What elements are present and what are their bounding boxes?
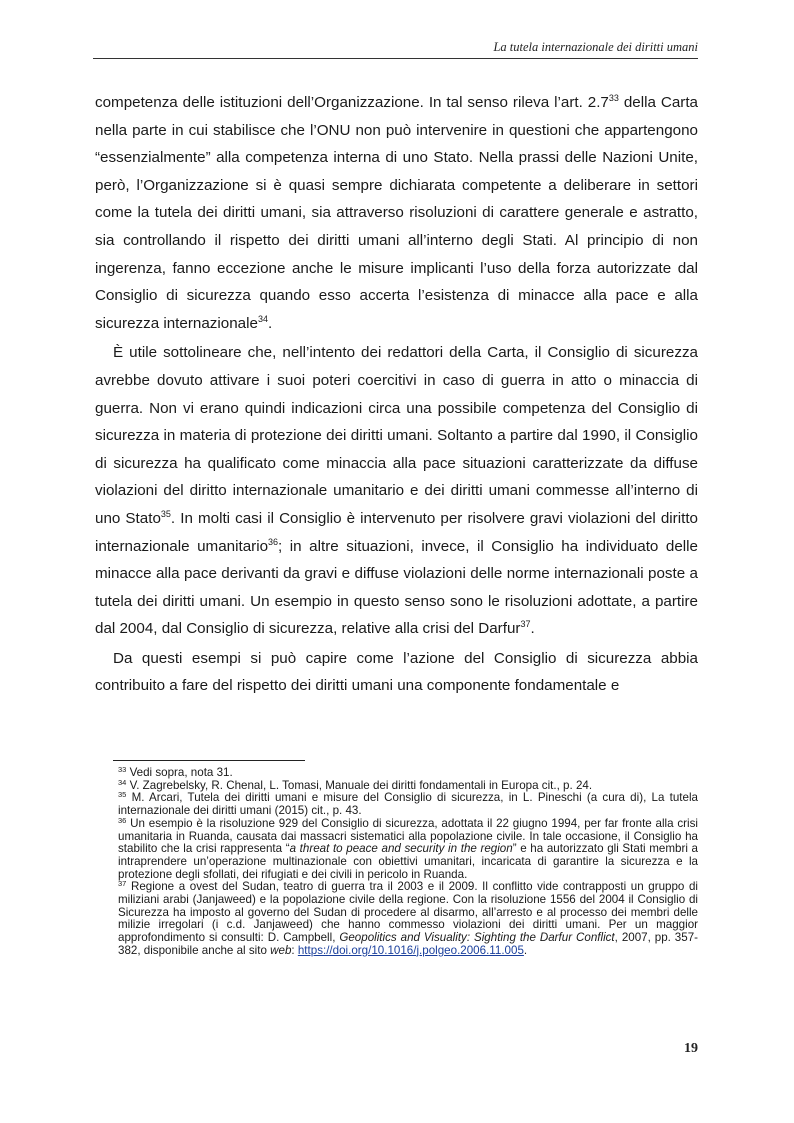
footnotes xyxy=(118,767,698,958)
paragraph-1: competenza delle istituzioni dell’Organizzazione. In tal senso rileva l’art. $2.7^{33}$ della Carta nella parte in cui stabilisce che l’ONU non può intervenire in questioni che appartengono “essenzialmente” alla competenza interna di uno Stato. Nella prassi delle Nazioni Unite, però, l’Organizzazione si è quasi sempre dichiarata competente a deliberare in settori come la tutela dei diritti umani, sia attraverso risoluzioni di carattere generale e astratto, sia controllando il rispetto dei diritti umani all’interno degli Stati. Al principio di non ingerenza, fanno eccezione anche le misure implicanti l’uso della forza autorizzate dal Consiglio di sicurezza quando esso accerta l’esistenza di minacce alla pace e alla sicurezza internazionale$^{34}$. xyxy=(95,93,699,332)
footnote-37: $^{37}$ Regione a ovest del Sudan, teatro di guerra tra il 2003 e il 2009. Il conflitto vide contrapposti un gruppo di miliziani arabi (Janjaweed) e la popolazione civile della regione. Con la risoluzione 1556 del 2004 il Consiglio di Sicurezza ha imposto al governo del Sudan di procedere al disarmo, all’arresto e al processo dei membri delle milizie irregolari (i c.d. Janjaweed) che hanno commesso violazioni dei diritti umani. Per un maggior approfondimento si consulti: D. Campbell, Geopolitics and Visuality: Sighting the Darfur Conflict, 2007, pp. 357-382, disponibile anche al sito web: https://doi.org/10.1016/j.polgeo.2006.11.005. xyxy=(118,879,699,957)
footnote-35: $^{35}$ M. Arcari, Tutela dei diritti umani e misure del Consiglio di sicurezza, in L. Pineschi (a cura di), La tutela internazionale dei diritti umani (2015) cit., p. 43. xyxy=(118,790,698,818)
footnote-33: $^{33}$ Vedi sopra, nota 31. xyxy=(118,765,233,779)
paragraph-2: È utile sottolineare che, nell’intento dei redattori della Carta, il Consiglio di sicurezza avrebbe dovuto attivare i suoi poteri coercitivi in caso di guerra in atto o minaccia di guerra. Non vi erano quindi indicazioni circa una possibile competenza del Consiglio di sicurezza in materia di protezione dei diritti umani. Soltanto a partire dal 1990, il Consiglio di sicurezza ha qualificato come minaccia alla pace situazioni caratterizzate da diffuse violazioni del diritto internazionale umanitario e dei diritti umani commesse all’interno di uno Stato$^{35}$. In molti casi il Consiglio è intervenuto per risolvere gravi violazioni del diritto internazionale umanitario$^{36}$; in altre situazioni, invece, il Consiglio ha individuato delle minacce alla pace derivanti da gravi e diffuse violazioni delle norme internazionali poste a tutela dei diritti umani. Un esempio in questo senso sono le risoluzioni adottate, a partire dal 2004, dal Consiglio di sicurezza, relative alla crisi del Darfur$^{37}$. xyxy=(95,344,698,638)
page-number: 19 xyxy=(684,1041,698,1056)
body-text xyxy=(95,89,698,700)
footnote-ref-34[interactable]: 34 xyxy=(257,313,268,324)
footnote-36: $^{36}$ Un esempio è la risoluzione 929 del Consiglio di sicurezza, adottata il 22 giugno 1994, per far fronte alla crisi umanitaria in Ruanda, causata dai massacri sistematici alla popolazione civile. In tale occasione, il Consiglio ha stabilito che la crisi rappresenta “a threat to peace and security in the region” e ha autorizzato gli Stati membri a intraprendere un’operazione multinazionale con obiettivi umanitari, incaricata di garantire la sicurezza e la protezione degli sfollati, dei rifugiati e dei civili in pericolo in Ruanda. xyxy=(118,815,699,881)
footnote-ref-33[interactable]: 33 xyxy=(608,93,619,103)
paragraph-3: Da questi esempi si può capire come l’azione del Consiglio di sicurezza abbia contribuito a fare del rispetto dei diritti umani una componente fondamentale e xyxy=(95,649,698,695)
footnote-34: $^{34}$ V. Zagrebelsky, R. Chenal, L. Tomasi, Manuale dei diritti fondamentali in Europa cit., p. 24. xyxy=(118,777,593,792)
footnote-ref-35[interactable]: 35 xyxy=(160,508,171,519)
running-header-title: La tutela internazionale dei diritti umani xyxy=(493,40,698,54)
footnote-separator xyxy=(113,760,305,761)
footnote-ref-37[interactable]: 37 xyxy=(520,619,531,630)
footnote-ref-36[interactable]: 36 xyxy=(268,536,279,547)
doi-link[interactable]: https://doi.org/10.1016/j.polgeo.2006.11.005 xyxy=(297,943,524,957)
running-header xyxy=(93,40,698,59)
